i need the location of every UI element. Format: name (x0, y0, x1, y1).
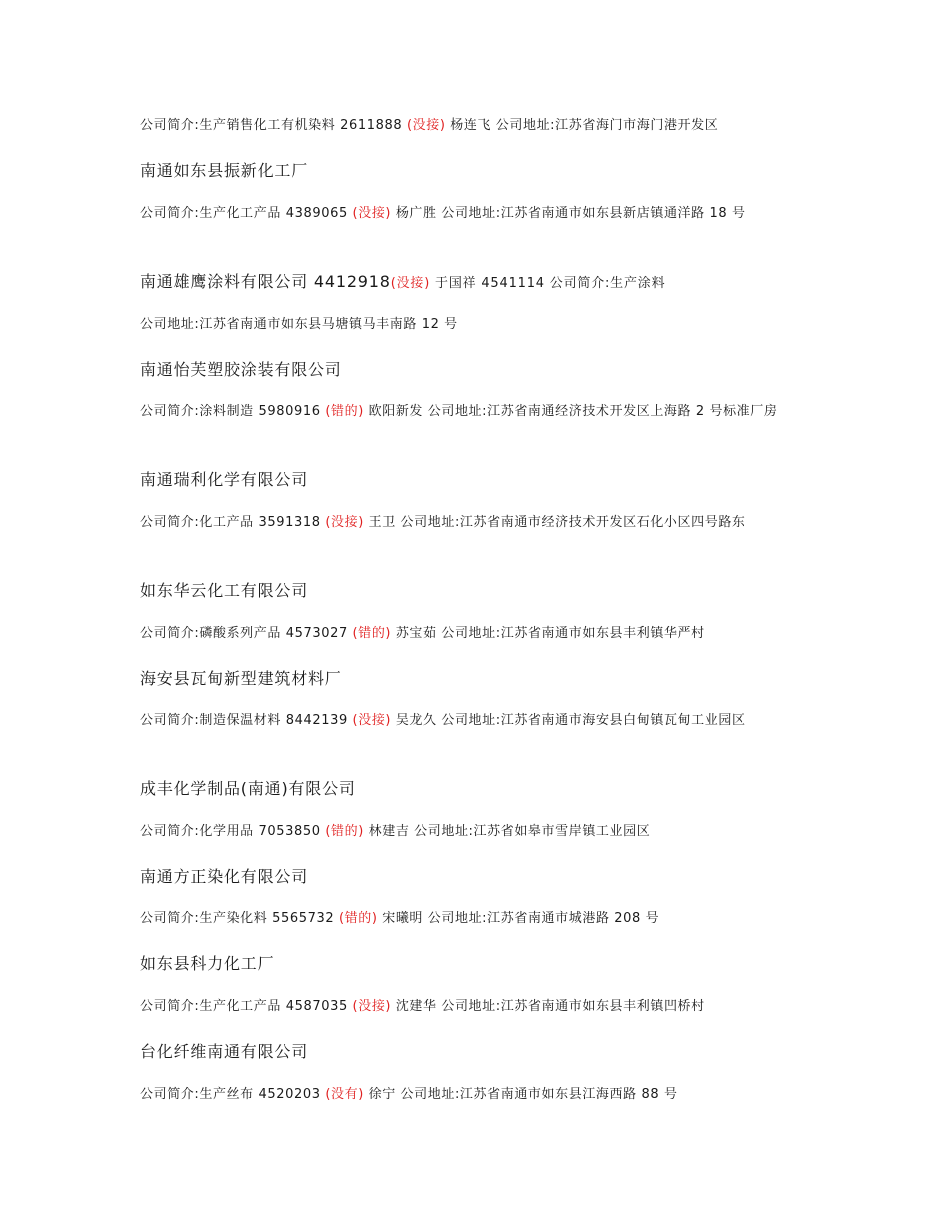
company-info-line (140, 710, 820, 732)
call-status: (没接) (352, 999, 392, 1014)
heading-text: 成丰化学制品(南通)有限公司 (140, 779, 356, 798)
company-name-heading (140, 579, 820, 603)
company-name-heading (140, 159, 820, 183)
call-status: (没接) (352, 713, 392, 728)
company-name-heading (140, 667, 820, 691)
info-text: 公司简介:磷酸系列产品 4573027 (140, 626, 353, 641)
info-text: 公司简介:生产化工产品 4587035 (140, 999, 353, 1014)
info-text: 公司简介:生产染化料 5565732 (140, 911, 339, 926)
call-status: (错的) (352, 626, 392, 641)
company-info-line (140, 314, 820, 336)
heading-text: 台化纤维南通有限公司 (140, 1042, 309, 1061)
company-name-heading (140, 952, 820, 976)
company-info-line (140, 1084, 820, 1106)
info-text: 公司简介:生产化工产品 4389065 (140, 206, 353, 221)
company-name-heading (140, 270, 820, 296)
heading-text: 南通雄鹰涂料有限公司 4412918 (140, 272, 391, 291)
info-text: 徐宁 公司地址:江苏省南通市如东县江海西路 88 号 (363, 1087, 678, 1102)
company-info-line (140, 512, 820, 534)
info-text: 公司简介:化工产品 3591318 (140, 515, 326, 530)
company-name-heading (140, 468, 820, 492)
company-name-heading (140, 777, 820, 801)
heading-text: 如东县科力化工厂 (140, 954, 275, 973)
company-info-line (140, 821, 820, 843)
company-info-line (140, 996, 820, 1018)
call-status: (错的) (325, 824, 364, 839)
call-status: (没接) (406, 118, 446, 133)
info-text: 杨连飞 公司地址:江苏省海门市海门港开发区 (445, 118, 719, 133)
info-text: 林建吉 公司地址:江苏省如皋市雪岸镇工业园区 (363, 824, 651, 839)
info-text: 公司简介:化学用品 7053850 (140, 824, 326, 839)
company-info-line (140, 401, 820, 423)
company-info-line (140, 623, 820, 645)
company-info-line (140, 908, 820, 930)
info-text: 杨广胜 公司地址:江苏省南通市如东县新店镇通洋路 18 号 (391, 206, 746, 221)
info-text: 苏宝茹 公司地址:江苏省南通市如东县丰利镇华严村 (391, 626, 705, 641)
call-status: (没接) (390, 276, 431, 291)
info-text: 宋曦明 公司地址:江苏省南通市城港路 208 号 (377, 911, 660, 926)
info-text: 王卫 公司地址:江苏省南通市经济技术开发区石化小区四号路东 (363, 515, 746, 530)
info-text: 公司简介:制造保温材料 8442139 (140, 713, 353, 728)
call-status: (错的) (338, 911, 378, 926)
info-text: 公司简介:涂料制造 5980916 (140, 404, 326, 419)
heading-text: 于国祥 4541114 公司简介:生产涂料 (430, 276, 666, 291)
call-status: (没接) (352, 206, 392, 221)
heading-text: 南通方正染化有限公司 (140, 867, 309, 886)
company-info-line (140, 115, 820, 137)
info-text: 欧阳新发 公司地址:江苏省南通经济技术开发区上海路 2 号标准厂房 (363, 404, 778, 419)
company-name-heading (140, 1040, 820, 1064)
heading-text: 海安县瓦甸新型建筑材料厂 (140, 669, 342, 688)
call-status: (没有) (325, 1087, 364, 1102)
info-text: 沈建华 公司地址:江苏省南通市如东县丰利镇凹桥村 (391, 999, 705, 1014)
heading-text: 南通怡芙塑胶涂装有限公司 (140, 360, 342, 379)
heading-text: 南通如东县振新化工厂 (140, 161, 309, 180)
company-info-line (140, 203, 820, 225)
heading-text: 如东华云化工有限公司 (140, 581, 309, 600)
call-status: (没接) (325, 515, 364, 530)
heading-text: 南通瑞利化学有限公司 (140, 470, 309, 489)
company-name-heading (140, 358, 820, 382)
info-text: 公司简介:生产丝布 4520203 (140, 1087, 326, 1102)
call-status: (错的) (325, 404, 364, 419)
info-text: 吴龙久 公司地址:江苏省南通市海安县白甸镇瓦甸工业园区 (391, 713, 746, 728)
company-name-heading (140, 865, 820, 889)
info-text: 公司地址:江苏省南通市如东县马塘镇马丰南路 12 号 (140, 317, 458, 332)
info-text: 公司简介:生产销售化工有机染料 2611888 (140, 118, 407, 133)
